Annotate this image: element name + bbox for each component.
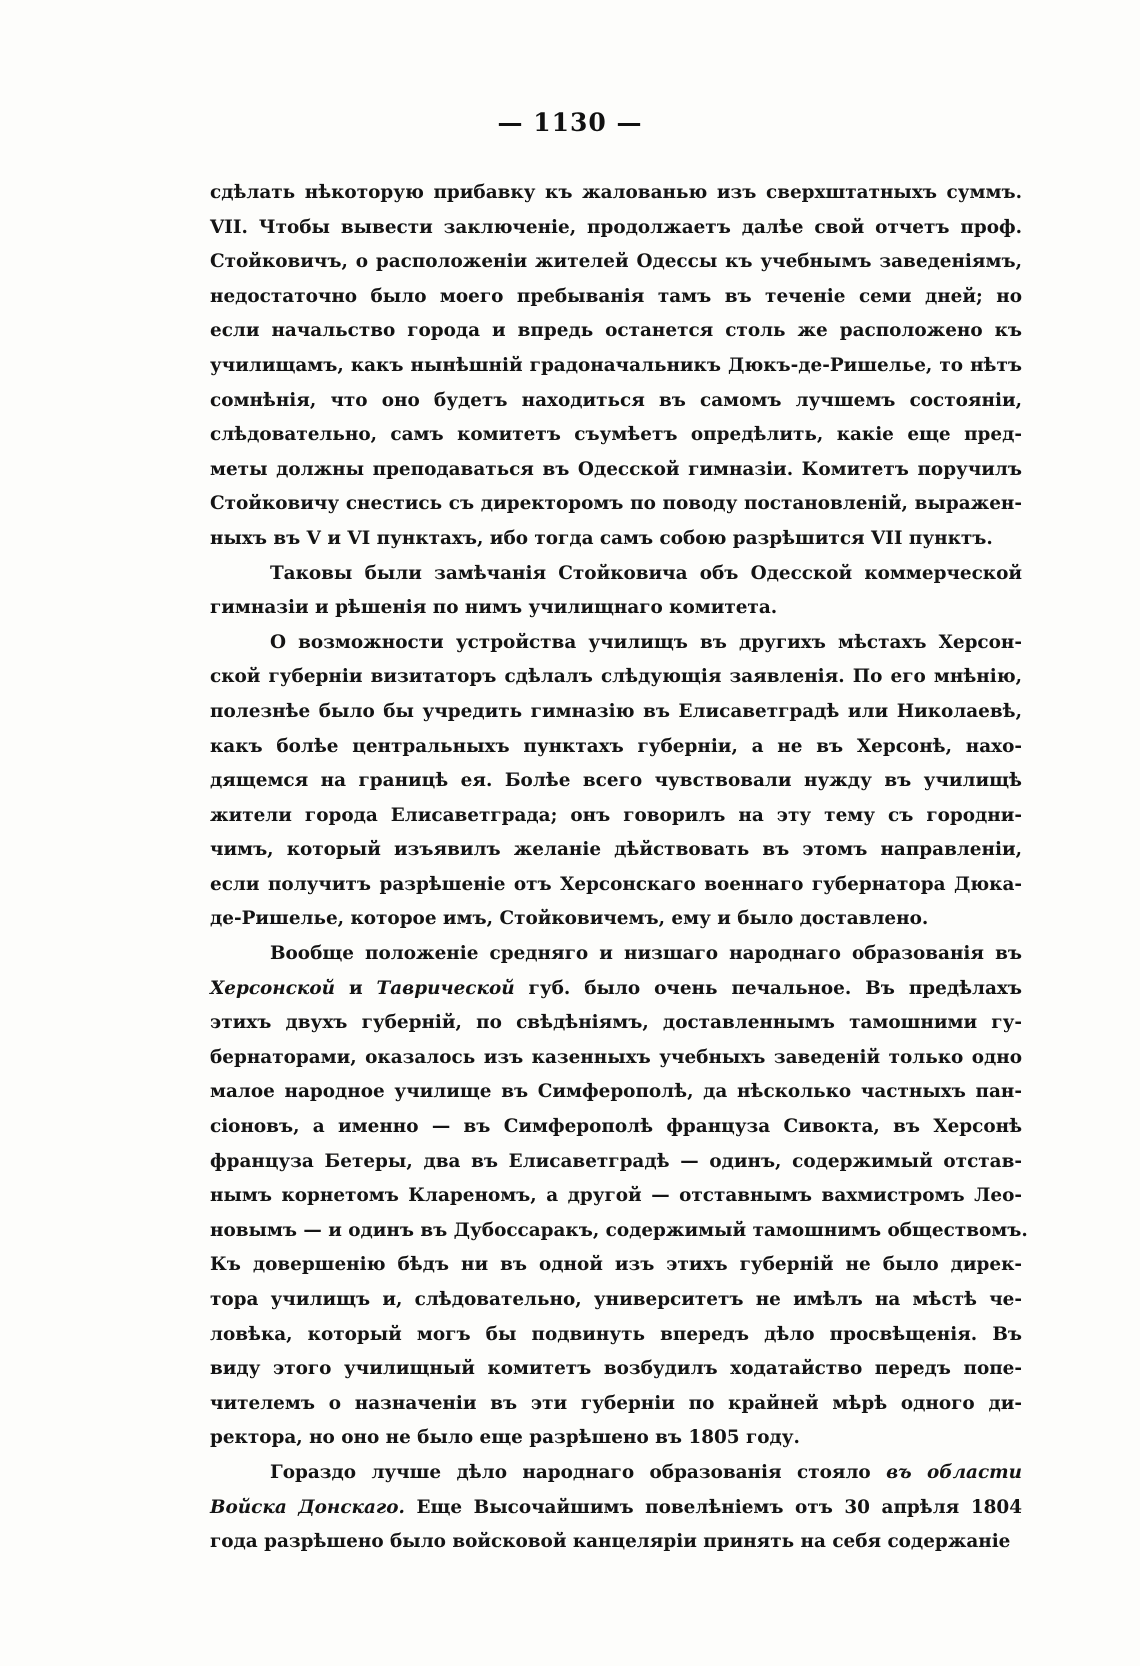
paragraph [210,1456,1022,1560]
text-line: сдѣлать нѣкоторую прибавку къ жалованью изъ сверхштатныхъ суммъ. [210,182,1022,203]
text-line: слѣдовательно, самъ комитетъ съумѣетъ опредѣлить, какіе еще пред- [210,424,1022,446]
text-line: Къ довершенію бѣдъ ни въ одной изъ этихъ губерній не было дирек- [210,1254,1022,1276]
text-line: де-Ришелье, которое имъ, Стойковичемъ, ему и было доставлено. [210,908,929,930]
paragraph [210,176,1022,557]
text-line: чимъ, который изъявилъ желаніе дѣйствовать въ этомъ направленіи, [210,839,1022,861]
text-line: Стойковичъ, о расположеніи жителей Одессы къ учебнымъ заведеніямъ, [210,251,1022,273]
text-line: если получитъ разрѣшеніе отъ Херсонскаго военнаго губернатора Дюка- [210,873,1022,895]
text-line: бернаторами, оказалось изъ казенныхъ учебныхъ заведеній только одно [210,1046,1022,1068]
text-line: меты должны преподаваться въ Одесской гимназіи. Комитетъ поручилъ [210,458,1022,480]
text-line: если начальство города и впредь останется столь же расположено къ [210,320,1022,342]
italic-term: Войска Донскаго. [210,1496,405,1518]
text-line: Стойковичу снестись съ директоромъ по поводу постановленій, выражен- [210,493,1022,515]
text-line: VII. Чтобы вывести заключеніе, продолжаетъ далѣе свой отчетъ проф. [210,216,1022,238]
text-line: Таковы были замѣчанія Стойковича объ Одесской коммерческой [270,562,1022,584]
text-line: гимназіи и рѣшенія по нимъ училищнаго комитета. [210,597,778,619]
text-line: какъ болѣе центральныхъ пунктахъ губерніи, а не въ Херсонѣ, нахо- [210,735,1022,757]
text-line: полезнѣе было бы учредить гимназію въ Елисаветградѣ или Николаевѣ, [210,700,1022,722]
paragraph [210,626,1022,937]
text-line: Херсонской и Таврической губ. было очень печальное. Въ предѣлахъ [210,977,1022,999]
paragraph [210,557,1022,626]
text-line: Гораздо лучше дѣло народнаго образованія стояло въ области [270,1461,1022,1483]
italic-term: Таврической [376,977,515,999]
text-line: сіоновъ, а именно — въ Симферополѣ француза Сивокта, въ Херсонѣ [210,1116,1022,1138]
text-line: сомнѣнія, что оно будетъ находиться въ самомъ лучшемъ состояніи, [210,389,1022,411]
page-number: — 1130 — [497,108,643,137]
text-line: ныхъ въ V и VI пунктахъ, ибо тогда самъ собою разрѣшится VII пунктъ. [210,527,993,549]
text-line: недостаточно было моего пребыванія тамъ въ теченіе семи дней; но [210,285,1022,307]
text-line: Вообще положеніе средняго и низшаго народнаго образованія въ [270,943,1022,965]
text-line: ской губерніи визитаторъ сдѣлалъ слѣдующія заявленія. По его мнѣнію, [210,666,1022,688]
text-line: жители города Елисаветграда; онъ говорилъ на эту тему съ городни- [210,804,1022,826]
text-line: ректора, но оно не было еще разрѣшено въ 1805 году. [210,1427,800,1449]
text-line: виду этого училищный комитетъ возбудилъ ходатайство передъ попе- [210,1358,1022,1380]
text-line: года разрѣшено было войсковой канцеляріи принять на себя содержаніе [210,1531,1011,1553]
text-line: Войска Донскаго. Еще Высочайшимъ повелѣніемъ отъ 30 апрѣля 1804 [210,1496,1022,1518]
body-text [210,176,1028,1560]
text-line: О возможности устройства училищъ въ другихъ мѣстахъ Херсон- [270,631,1022,653]
text-line: тора училищъ и, слѣдовательно, университетъ не имѣлъ на мѣстѣ че- [210,1289,1022,1310]
text-line: ловѣка, который могъ бы подвинуть впередъ дѣло просвѣщенія. Въ [210,1323,1022,1345]
text-line: француза Бетеры, два въ Елисаветградѣ — одинъ, содержимый отстав- [210,1150,1022,1172]
text-line: нымъ корнетомъ Клареномъ, а другой — отставнымъ вахмистромъ Лео- [210,1185,1022,1207]
text-line: училищамъ, какъ нынѣшній градоначальникъ Дюкъ-де-Ришелье, то нѣтъ [210,354,1022,376]
text-line: чителемъ о назначеніи въ эти губерніи по крайней мѣрѣ одного ди- [210,1392,1022,1414]
text-line: дящемся на границѣ ея. Болѣе всего чувствовали нужду въ училищѣ [210,770,1022,792]
text-line: малое народное училище въ Симферополѣ, да нѣсколько частныхъ пан- [210,1081,1022,1103]
paragraph [210,937,1028,1456]
italic-term: въ области [886,1461,1022,1483]
italic-term: Херсонской [210,977,335,999]
text-line: этихъ двухъ губерній, по свѣдѣніямъ, доставленнымъ тамошними гу- [210,1012,1022,1034]
text-line: новымъ — и одинъ въ Дубоссаракъ, содержимый тамошнимъ обществомъ. [210,1219,1028,1241]
